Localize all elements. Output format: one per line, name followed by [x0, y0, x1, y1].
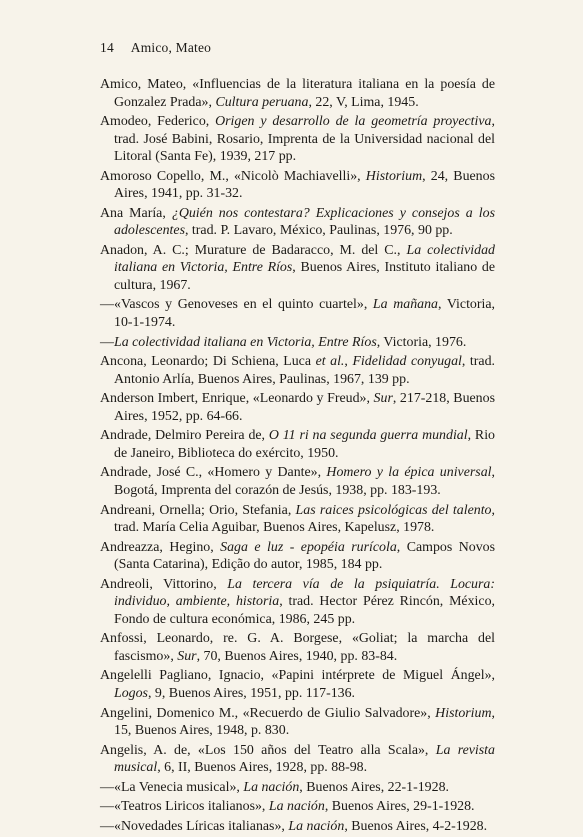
entry-text: Angelini, Domenico M., «Recuerdo de Giulio Salvadore»,	[100, 705, 436, 721]
entry-title-italic: ¿Quién nos contestara? Explicaciones y consejos a los adolescentes	[114, 205, 496, 239]
entry-title-italic: Saga e luz - epopéia rurícola	[220, 539, 397, 555]
bibliography-entry	[100, 576, 495, 629]
entry-title-italic: La colectividad italiana en Victoria, Entre Ríos	[114, 242, 495, 276]
bibliography-entry	[100, 76, 495, 111]
bibliography-entry	[100, 818, 495, 836]
bibliography-entry	[100, 242, 495, 295]
entry-text: Andreani, Ornella; Orio, Stefania,	[100, 502, 296, 518]
entry-text: , 15, Buenos Aires, 1948, p. 830.	[114, 705, 495, 738]
entry-text: , trad. Antonio Arlía, Buenos Aires, Paulinas, 1967, 139 pp.	[114, 354, 495, 387]
entry-text: , Victoria, 1976.	[376, 334, 467, 350]
entry-text: , Buenos Aires, Instituto italiano de cultura, 1967.	[114, 260, 495, 293]
entry-text: Amoroso Copello, M., «Nicolò Machiavelli»,	[100, 168, 366, 184]
entry-text: Amico, Mateo, «Influencias de la literatura italiana en la poesía de Gonzalez Prada»,	[100, 77, 495, 110]
entry-text: , Bogotá, Imprenta del corazón de Jesús, 1938, pp. 183-193.	[114, 465, 495, 498]
entry-text: , trad. José Babini, Rosario, Imprenta de la Universidad nacional del Litoral (Santa Fe), 1939, 217 pp.	[114, 114, 495, 165]
entry-text: «Novedades Líricas italianas»,	[114, 818, 289, 834]
entry-title-italic: Origen y desarrollo de la geometría proyectiva	[215, 114, 492, 130]
entry-text: , Campos Novos (Santa Catarina), Edição do autor, 1985, 184 pp.	[114, 539, 495, 573]
bibliography-entry	[100, 113, 495, 166]
entry-title-italic: Cultura peruana	[215, 94, 309, 110]
entry-title-italic: O 11 ri na segunda guerra mundial	[268, 428, 468, 444]
entry-repeat-dash: —	[100, 799, 114, 815]
bibliography-entry	[100, 742, 495, 777]
entry-title-italic: Historium	[435, 705, 492, 721]
entry-repeat-dash: —	[100, 779, 114, 795]
entry-title-italic: Las raices psicológicas del talento	[295, 502, 492, 518]
entry-text: , 24, Buenos Aires, 1941, pp. 31-32.	[114, 168, 495, 202]
bibliography-entry	[100, 667, 495, 702]
running-head-title: Amico, Mateo	[130, 40, 212, 55]
entry-text: Ana María,	[100, 205, 172, 221]
bibliography-entry	[100, 427, 495, 462]
bibliography-entry	[100, 779, 495, 797]
entry-title-italic: La nación	[243, 779, 300, 795]
bibliography-entry	[100, 705, 495, 740]
entry-repeat-dash: —	[100, 297, 114, 313]
entry-text: , Buenos Aires, 29-1-1928.	[324, 799, 475, 815]
entry-text: , 217-218, Buenos Aires, 1952, pp. 64-66.	[114, 391, 495, 424]
entry-text: , trad. P. Lavaro, México, Paulinas, 1976, 90 pp.	[184, 223, 453, 239]
bibliography-entry	[100, 205, 495, 240]
entry-repeat-dash: —	[100, 334, 114, 350]
bibliography-entry	[100, 464, 495, 499]
entry-text: , Buenos Aires, 22-1-1928.	[299, 779, 449, 795]
bibliography-entry	[100, 630, 495, 665]
entry-title-italic: Logos	[114, 685, 148, 701]
entry-text: , 6, II, Buenos Aires, 1928, pp. 88-98.	[157, 760, 368, 776]
entry-text: , 9, Buenos Aires, 1951, pp. 117-136.	[147, 685, 356, 701]
bibliography-entry	[100, 296, 495, 331]
entry-title-italic: La revista musical	[114, 742, 495, 776]
bibliography-entry	[100, 334, 495, 352]
entry-text: «Teatros Liricos italianos»,	[114, 799, 269, 815]
entry-text: ,	[344, 354, 353, 370]
entry-repeat-dash: —	[100, 818, 114, 834]
entry-title-italic: La nación	[268, 799, 325, 815]
entry-text: Amodeo, Federico,	[100, 114, 216, 130]
entry-title-italic: La colectividad italiana en Victoria, Entre Ríos	[114, 334, 377, 350]
entry-text: , Rio de Janeiro, Biblioteca do exército, 1950.	[114, 428, 495, 461]
entry-text: , 70, Buenos Aires, 1940, pp. 83-84.	[196, 648, 398, 664]
running-header	[100, 40, 211, 56]
bibliography-entry	[100, 390, 495, 425]
entry-text: «Vascos y Genoveses en el quinto cuartel»,	[114, 297, 373, 313]
entry-text: Ancona, Leonardo; Di Schiena, Luca	[100, 354, 316, 370]
entry-title-italic: Historium	[365, 168, 423, 184]
entry-text: «La Venecia musical»,	[114, 779, 244, 795]
entry-title-italic: Fidelidad conyugal	[352, 354, 462, 370]
entry-title-italic: La nación	[288, 818, 345, 834]
entry-text: Andrade, Delmiro Pereira de,	[100, 428, 269, 444]
bibliography-entry	[100, 502, 495, 537]
entry-text: , trad. Hector Pérez Rincón, México, Fondo de cultura económica, 1986, 245 pp.	[114, 594, 495, 627]
entry-title-italic: Sur	[373, 391, 393, 407]
entry-title-italic: et al.	[315, 354, 345, 370]
bibliography-list	[100, 76, 495, 837]
entry-text: Andrade, José C., «Homero y Dante»,	[100, 465, 327, 481]
entry-text: Anadon, A. C.; Murature de Badaracco, M. del C.,	[100, 242, 407, 258]
entry-title-italic: Sur	[177, 648, 197, 664]
page-number: 14	[100, 40, 114, 55]
entry-text: , 22, V, Lima, 1945.	[308, 94, 419, 110]
entry-text: , Buenos Aires, 4-2-1928.	[344, 818, 488, 834]
entry-text: Angelis, A. de, «Los 150 años del Teatro alla Scala»,	[100, 742, 436, 758]
entry-title-italic: La mañana	[372, 297, 438, 313]
entry-text: , Victoria, 10-1-1974.	[114, 297, 496, 330]
entry-text: Angelelli Pagliano, Ignacio, «Papini intérprete de Miguel Ángel»,	[100, 668, 495, 684]
entry-text: Andreazza, Hegino,	[100, 539, 221, 555]
bibliography-entry	[100, 798, 495, 816]
entry-text: Anderson Imbert, Enrique, «Leonardo y Freud»,	[100, 391, 374, 407]
entry-text: Anfossi, Leonardo, re. G. A. Borgese, «Goliat; la marcha del fascismo»,	[100, 631, 495, 664]
bibliography-entry	[100, 168, 495, 203]
entry-title-italic: La tercera vía de la psiquiatría. Locura: individuo, ambiente, historia	[114, 576, 495, 610]
bibliography-entry	[100, 539, 495, 574]
entry-text: Andreoli, Vittorino,	[100, 576, 228, 592]
entry-text: , trad. María Celia Aguibar, Buenos Aires, Kapelusz, 1978.	[114, 502, 495, 536]
bibliography-entry	[100, 353, 495, 388]
entry-title-italic: Homero y la épica universal	[326, 465, 492, 481]
